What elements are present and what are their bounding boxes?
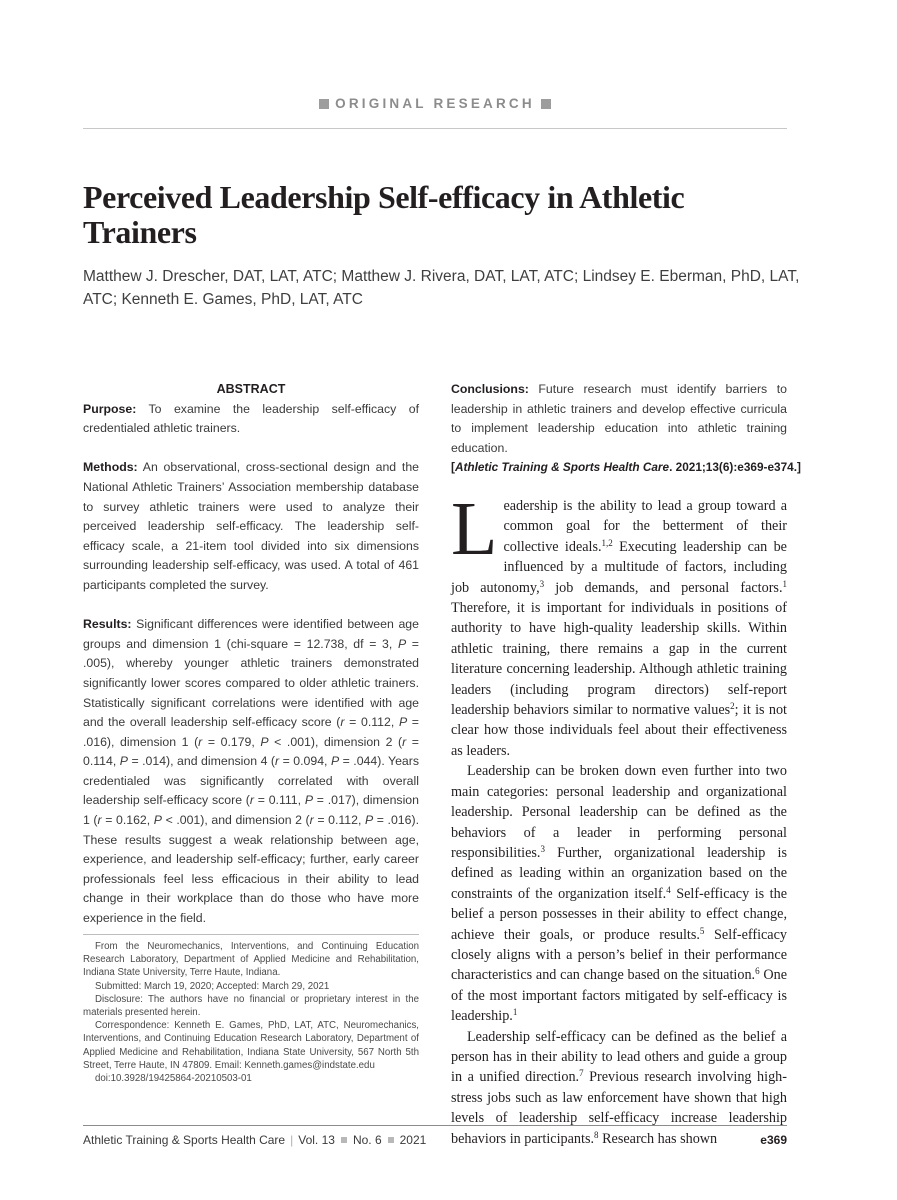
- purpose-label: Purpose:: [83, 401, 137, 416]
- stat-symbol: r: [402, 734, 407, 749]
- reference-marker: 4: [666, 884, 671, 895]
- article-title: Perceived Leadership Self-efficacy in Athletic Trainers: [83, 179, 685, 250]
- body-text: eadership is the ability to lead a group toward a common goal for the betterment of their collective ideals.: [503, 498, 787, 555]
- stat-symbol: P: [153, 813, 162, 828]
- stat-symbol: P: [119, 754, 128, 769]
- results-text: = 0.094,: [279, 754, 331, 769]
- citation-journal: Athletic Training & Sports Health Care: [454, 460, 670, 474]
- footnotes: [83, 940, 419, 1085]
- square-bullet-icon: [388, 1137, 394, 1143]
- body-text: Executing leadership can be influenced by a multitude of factors, including job autonomy,: [451, 538, 787, 596]
- conclusions-text: Future research must identify barriers to leadership in athletic trainers and develop effective curricula to implement leadership education into athletic training education.: [451, 382, 787, 455]
- abstract-heading: ABSTRACT: [216, 382, 286, 396]
- stat-symbol: r: [340, 715, 345, 730]
- results-text: = .016). These results suggest a weak relationship between age, experience, and leadership self-efficacy; further, early career professionals feel less efficacious in their ability to lead change in their workplace than do those who have more experience in the field.: [83, 813, 419, 926]
- reference-marker: 7: [579, 1068, 584, 1079]
- results-text: = 0.112,: [313, 813, 365, 828]
- reference-marker: 3: [540, 843, 545, 854]
- reference-marker: 6: [755, 966, 760, 977]
- stat-symbol: P: [364, 813, 374, 828]
- body-paragraph: [451, 487, 788, 761]
- stat-symbol: r: [249, 793, 254, 808]
- results-text: = .005), whereby younger athletic trainers demonstrated significantly lower scores compared to older athletic trainers. Statistically significant correlations were identified with age and the overall leadership self-efficacy score (: [83, 636, 419, 730]
- body-text: One of the most important factors mitigated by self-efficacy is leadership.: [451, 967, 787, 1025]
- reference-marker: 1,2: [601, 537, 613, 548]
- stat-symbol: P: [260, 734, 269, 749]
- results-text: = 0.162,: [101, 813, 154, 828]
- footnote-disclosure: Disclosure: The authors have no financial or proprietary interest in the materials presented herein.: [83, 993, 419, 1019]
- body-text: ; it is not clear how those individuals feel about their effectiveness as leaders.: [451, 702, 787, 759]
- footer-volume: Vol. 13: [298, 1133, 335, 1147]
- footer-issue: No. 6: [352, 1133, 382, 1147]
- results-text: = .016), dimension 1 (: [83, 715, 419, 749]
- stat-symbol: r: [275, 754, 280, 769]
- purpose-text: To examine the leadership self-efficacy of credentialed athletic trainers.: [83, 401, 419, 436]
- methods-text: An observational, cross-sectional design and the National Athletic Trainers’ Association membership database to survey athletic trainers were used to analyze their perceived leadership self-efficacy. The leadership self-efficacy scale, a 21-item tool divided into six dimensions surrounding leadership self-efficacy, was used. A total of 461 participants completed the survey.: [83, 460, 419, 592]
- abstract-purpose: [83, 400, 419, 439]
- square-bullet-icon: [341, 1137, 347, 1143]
- section-label-text: ORIGINAL RESEARCH: [335, 96, 535, 111]
- results-label: Results:: [83, 617, 132, 632]
- footnote-dates: Submitted: March 19, 2020; Accepted: March 29, 2021: [95, 980, 330, 992]
- results-text: = 0.112,: [344, 715, 399, 730]
- citation-bracket: [: [451, 460, 455, 474]
- reference-marker: 2: [730, 701, 735, 712]
- reference-marker: 8: [594, 1129, 599, 1140]
- conclusions-label: Conclusions:: [451, 382, 529, 396]
- footer-divider: [83, 1125, 787, 1126]
- reference-marker: 1: [512, 1007, 518, 1018]
- stat-symbol: P: [398, 715, 408, 730]
- footer-year: 2021: [399, 1133, 427, 1147]
- square-bullet-icon: [319, 99, 329, 109]
- footer-separator: |: [290, 1133, 294, 1147]
- body-paragraph: [451, 761, 787, 1026]
- drop-cap: L: [451, 487, 498, 571]
- body-text: Leadership self-efficacy can be defined as the belief a person has in their ability to lead others and guide a group in a unified direction.: [451, 1028, 787, 1086]
- body-text: job demands, and personal factors.: [544, 579, 783, 596]
- body-text: Leadership can be broken down even further into two main categories: personal leadership and organizational leadership. Personal leadership can be defined as the behaviors of a leader in performing personal responsibilities.: [451, 763, 787, 861]
- body-text: Previous research involving high-stress jobs such as law enforcement have shown that high levels of leadership self-efficacy increase leadership behaviors in participants.: [451, 1069, 787, 1147]
- reference-marker: 1: [782, 578, 788, 589]
- results-text: < .001), and dimension 2 (: [161, 813, 310, 828]
- results-text: Significant differences were identified between age groups and dimension 1 (chi-square = 12.738, df = 3,: [83, 617, 419, 651]
- article-body: [451, 487, 788, 1149]
- reference-marker: 5: [699, 925, 705, 936]
- citation-details: . 2021;13(6):e369-e374.]: [669, 460, 801, 474]
- results-text: = .044). Years credentialed was significantly correlated with overall leadership self-efficacy score (: [83, 754, 419, 808]
- footnote-affiliation: From the Neuromechanics, Interventions, and Continuing Education Research Laboratory, Department of Applied Medicine and Rehabilitation, Indiana State University, Terre Haute, Indiana.: [83, 941, 419, 979]
- stat-symbol: r: [198, 734, 203, 749]
- body-text: Self-efficacy closely aligns with a person’s belief in their performance characteristics and can change based on the situation.: [451, 926, 787, 984]
- footnote-doi: doi:10.3928/19425864-20210503-01: [95, 1073, 252, 1085]
- body-text: Therefore, it is important for individuals in positions of authority to have high-quality leadership skills. Within athletic training, there remains a gap in the current literature concerning leadership. Although athletic training leaders (including program directors) self-report leadership behaviors similar to normative values: [451, 600, 787, 719]
- page-number: e369: [760, 1133, 787, 1147]
- abstract-conclusions: [451, 380, 787, 458]
- top-divider: [83, 128, 787, 129]
- results-text: < .001), dimension 2 (: [268, 734, 403, 749]
- article-authors: Matthew J. Drescher, DAT, LAT, ATC; Matthew J. Rivera, DAT, LAT, ATC; Lindsey E. Eberman, PhD, LAT, ATC; Kenneth E. Games, PhD, LAT, ATC: [83, 268, 800, 308]
- results-text: = .017), dimension 1 (: [83, 793, 419, 828]
- stat-symbol: P: [397, 636, 407, 651]
- stat-symbol: P: [304, 793, 314, 808]
- results-text: = 0.114,: [83, 734, 419, 769]
- body-paragraph: [451, 1027, 787, 1149]
- abstract-column: [83, 380, 419, 948]
- footnote-correspondence: Correspondence: Kenneth E. Games, PhD, LAT, ATC, Neuromechanics, Interventions, and Continuing Education Research Laboratory, Department of Applied Medicine and Rehabilitation, Indiana State University, 567 North 5th Street, Terre Haute, IN 47809. Email: Kenneth.games@indstate.edu: [83, 1020, 419, 1071]
- results-text: = 0.179,: [202, 734, 261, 749]
- abstract-results: [83, 615, 419, 929]
- citation: [451, 460, 801, 474]
- page-footer: [83, 1130, 787, 1147]
- body-text: Further, organizational leadership is defined as leading within an organization based on the constraints of the organization itself.: [451, 844, 787, 902]
- results-text: = 0.111,: [254, 793, 305, 808]
- reference-marker: 3: [539, 578, 545, 589]
- stat-symbol: r: [97, 813, 102, 828]
- body-text: Research has shown: [598, 1130, 718, 1147]
- footer-journal: Athletic Training & Sports Health Care: [83, 1133, 286, 1147]
- methods-label: Methods:: [83, 460, 138, 475]
- square-bullet-icon: [541, 99, 551, 109]
- results-text: = .014), and dimension 4 (: [127, 754, 275, 769]
- footnote-divider: [83, 934, 419, 935]
- abstract-methods: [83, 458, 419, 595]
- stat-symbol: r: [309, 813, 314, 828]
- section-label: [83, 96, 787, 111]
- body-text: Self-efficacy is the belief a person possesses in their ability to effect change, achieve their goals, or produce results.: [451, 885, 788, 943]
- stat-symbol: P: [330, 754, 340, 769]
